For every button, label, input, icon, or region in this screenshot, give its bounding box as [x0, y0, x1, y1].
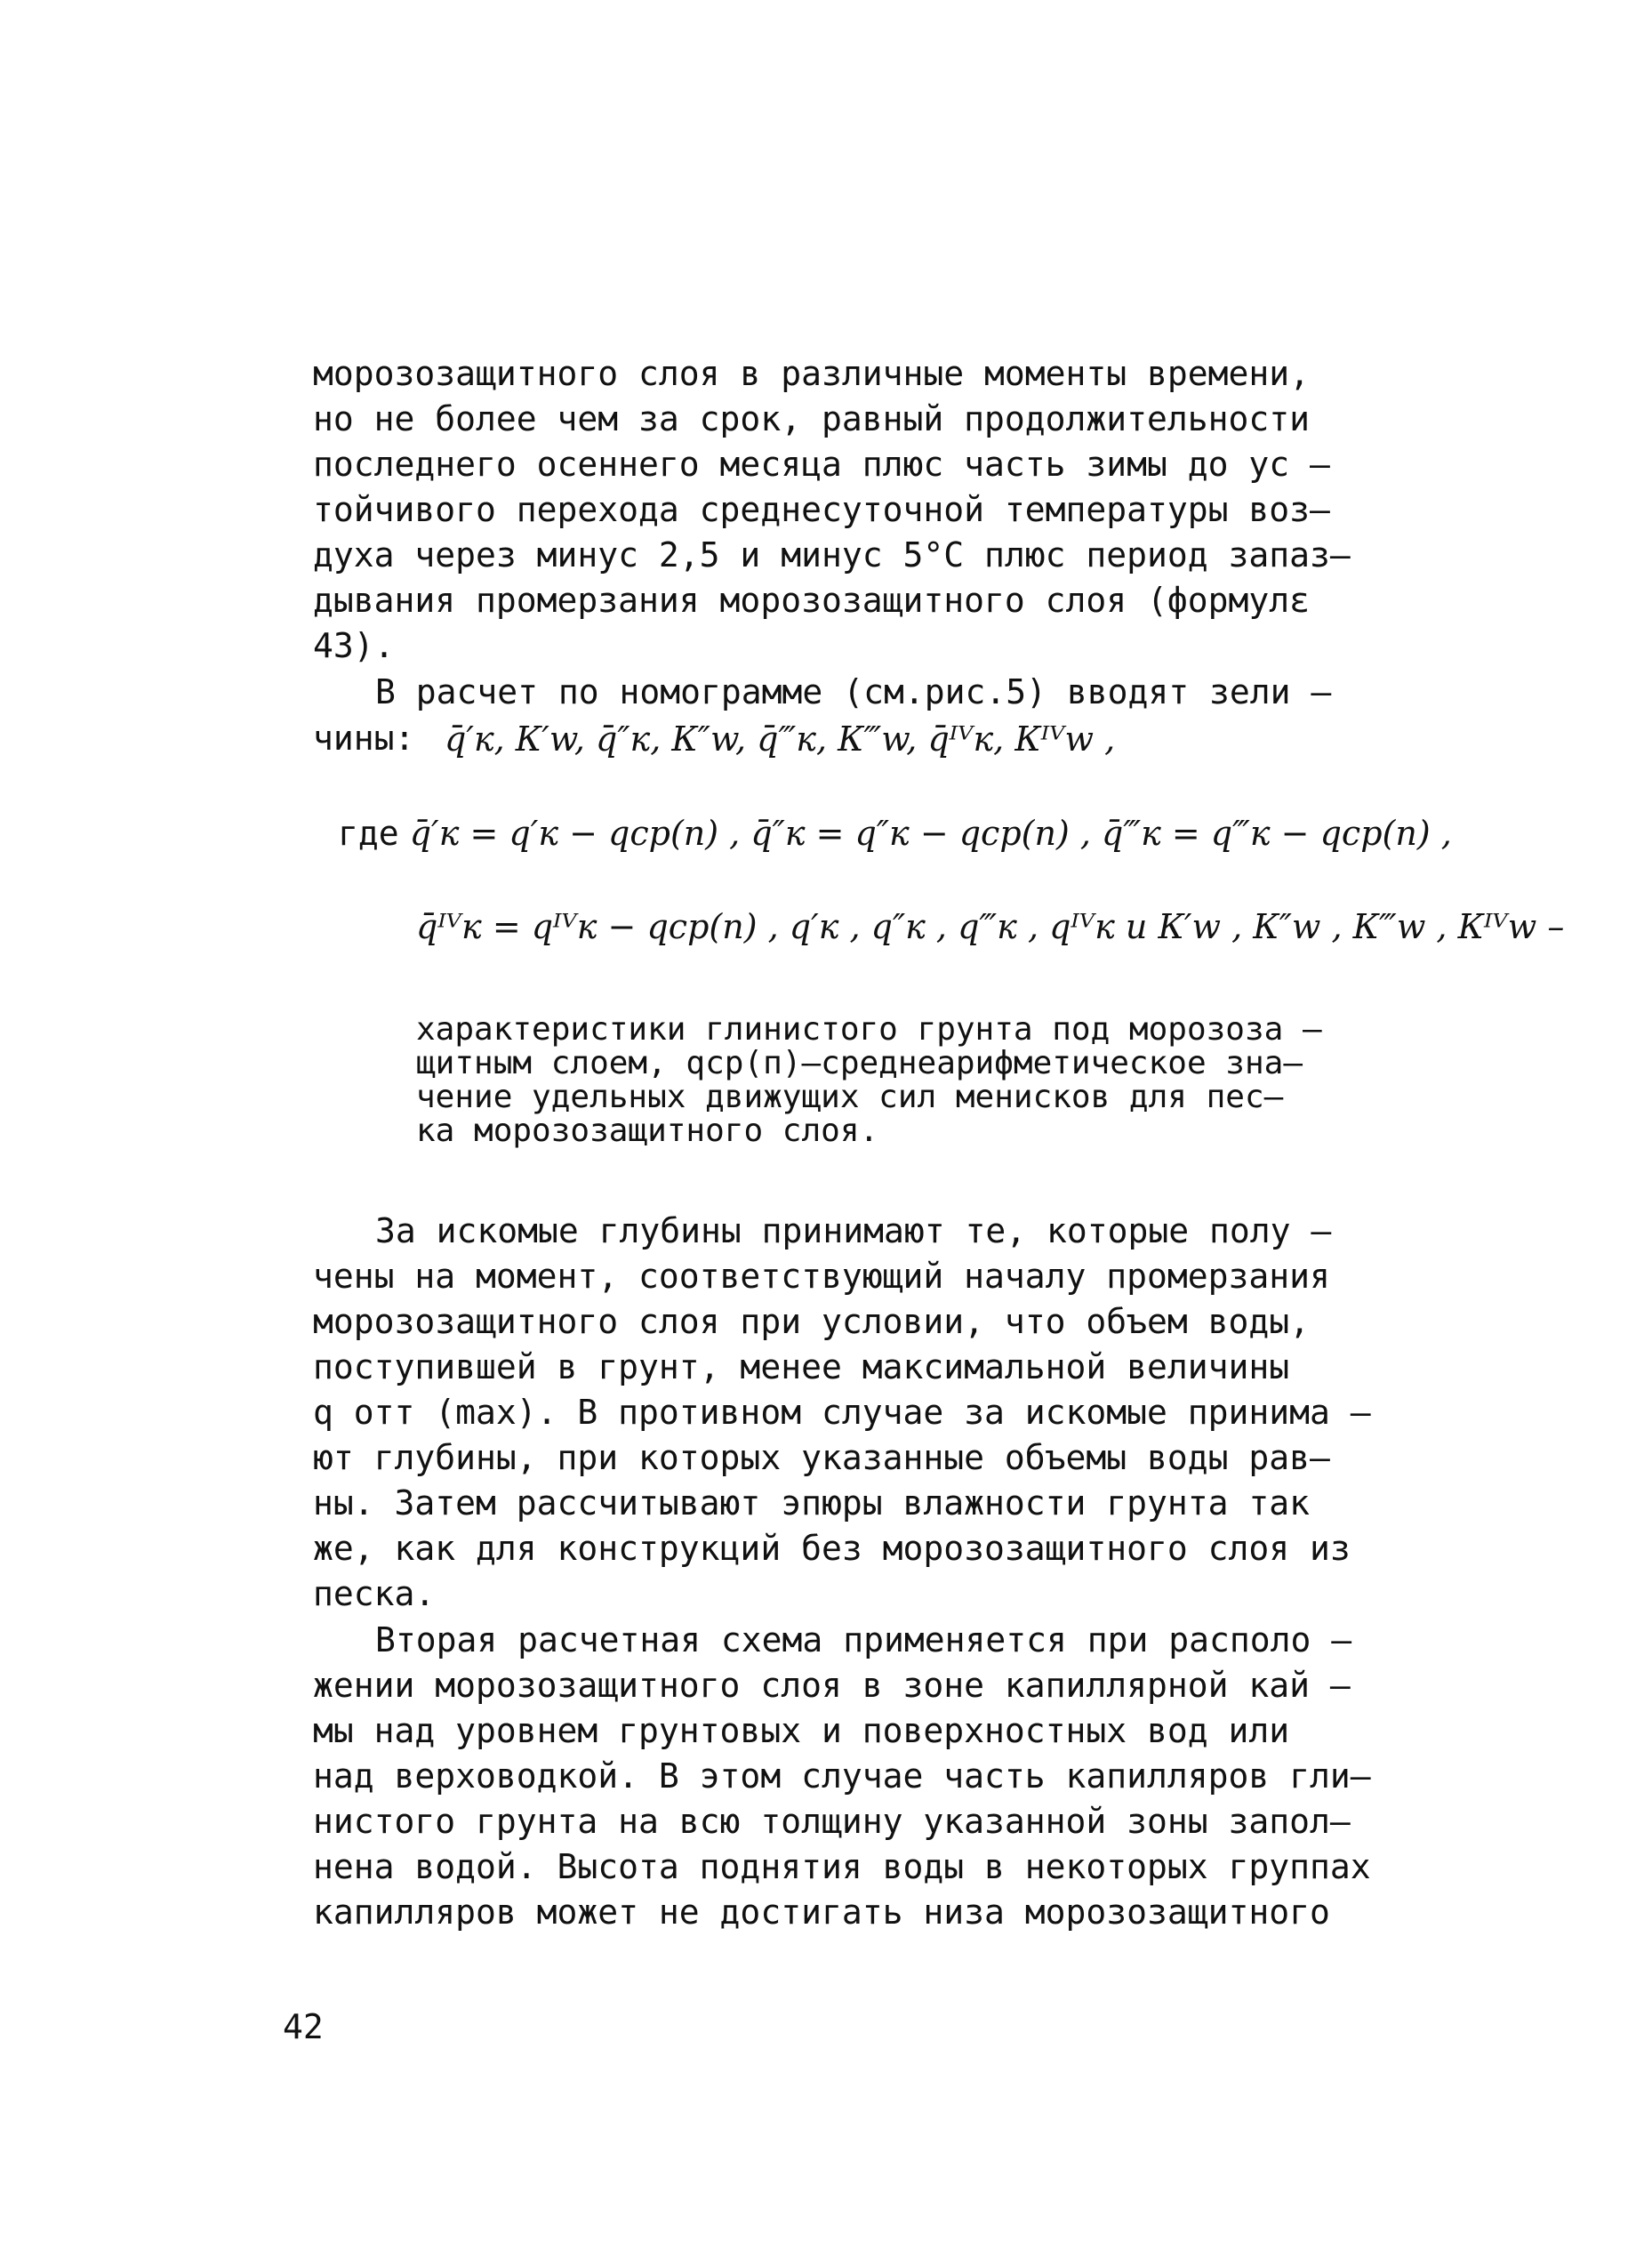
- paragraph-1-line-4: тойчивого перехода среднесуточной температуры воз–: [313, 490, 1330, 529]
- where-label: где: [338, 814, 399, 853]
- indented-block-line-2: щитным слоем, qср(п)–среднеарифметическое зна–: [416, 1045, 1303, 1081]
- paragraph-4-line-1: Вторая расчетная схема применяется при располо –: [375, 1620, 1352, 1659]
- paragraph-4-line-4: над верховодкой. В этом случае часть капилляров гли–: [313, 1756, 1371, 1796]
- paragraph-1-line-6: дывания промерзания морозозащитного слоя (формулε: [313, 581, 1311, 620]
- page-number: 42: [283, 2007, 324, 2046]
- paragraph-3-line-5: q отт (max). В противном случае за искомые принима –: [313, 1393, 1371, 1432]
- paragraph-3-line-4: поступившей в грунт, менее максимальной величины: [313, 1347, 1290, 1386]
- paragraph-2-line-2: чины:: [313, 719, 415, 758]
- paragraph-1-line-2: но не более чем за срок, равный продолжительности: [313, 399, 1311, 438]
- indented-block-line-1: характеристики глинистого грунта под морозоза –: [416, 1011, 1322, 1048]
- paragraph-4-line-3: мы над уровнем грунтовых и поверхностных вод или: [313, 1711, 1290, 1750]
- paragraph-3-line-3: морозозащитного слоя при условии, что объем воды,: [313, 1302, 1311, 1341]
- paragraph-3-line-1: За искомые глубины принимают те, которые полу –: [375, 1211, 1332, 1250]
- paragraph-3-line-6: ют глубины, при которых указанные объемы воды рав–: [313, 1438, 1330, 1477]
- formula-where-line-2: q̄ᴵⱽк = qᴵⱽк − qср(п) , q′к , q″к , q‴к , qᴵⱽк и К′w , К″w , К‴w , Кᴵⱽw –: [416, 907, 1565, 946]
- paragraph-3-line-2: чены на момент, соответствующий началу промерзания: [313, 1257, 1330, 1296]
- formula-values-list: q̄′к, К′w, q̄″к, К″w, q̄‴к, К‴w, q̄ᴵⱽк, Кᴵⱽw ,: [445, 719, 1116, 759]
- formula-where-line-1: [338, 811, 1452, 856]
- paragraph-4-line-2: жении морозозащитного слоя в зоне капиллярной кай –: [313, 1666, 1351, 1705]
- paragraph-1-line-3: последнего осеннего месяца плюс часть зимы до ус –: [313, 445, 1330, 484]
- paragraph-3-line-8: же, как для конструкций без морозозащитного слоя из: [313, 1529, 1351, 1568]
- paragraph-1-line-7: 43).: [313, 626, 395, 665]
- paragraph-4-line-6: нена водой. Высота поднятия воды в некоторых группах: [313, 1847, 1371, 1886]
- paragraph-4-line-7: капилляров может не достигать низа морозозащитного: [313, 1892, 1330, 1932]
- paragraph-3-line-9: песка.: [313, 1574, 436, 1613]
- paragraph-1-line-1: морозозащитного слоя в различные моменты времени,: [313, 354, 1311, 393]
- paragraph-3-line-7: ны. Затем рассчитывают эпюры влажности грунта так: [313, 1483, 1311, 1523]
- paragraph-1-line-5: духа через минус 2,5 и минус 5°С плюс период запаз–: [313, 535, 1351, 575]
- where-formula-1: q̄′к = q′к − qср(п) , q̄″к = q″к − qср(п) , q̄‴к = q‴к − qср(п) ,: [409, 814, 1452, 853]
- paragraph-4-line-5: нистого грунта на всю толщину указанной зоны запол–: [313, 1802, 1351, 1841]
- paragraph-2-line-1: В расчет по номограмме (см.рис.5) вводят зели –: [375, 672, 1332, 711]
- indented-block-line-3: чение удельных движущих сил менисков для пес–: [416, 1079, 1284, 1115]
- indented-block-line-4: ка морозозащитного слоя.: [416, 1113, 879, 1149]
